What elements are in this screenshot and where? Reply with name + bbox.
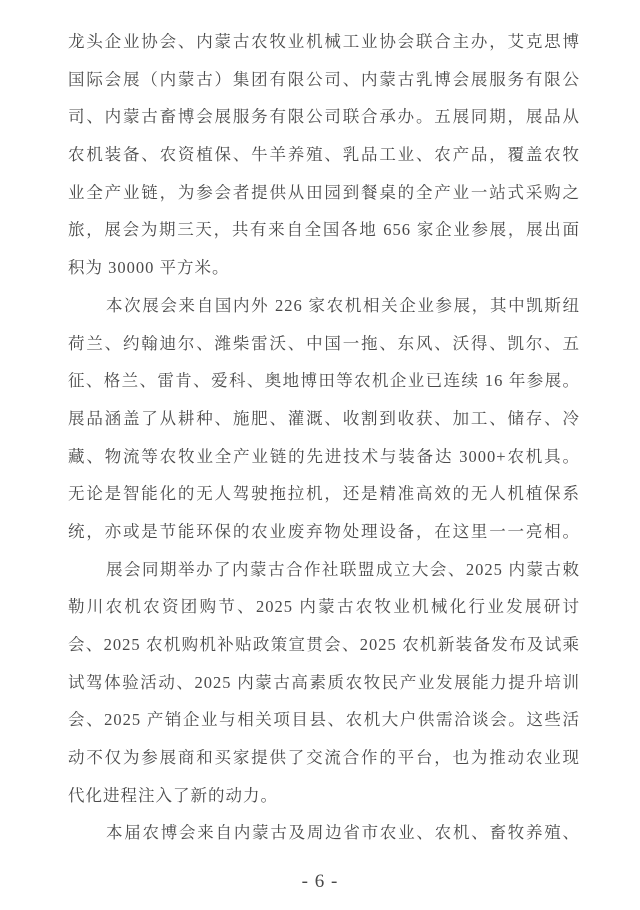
text-line: 展会同期举办了内蒙古合作社联盟成立大会、2025 内蒙古敕 xyxy=(106,559,580,579)
text-line: 会、2025 农机购机补贴政策宣贯会、2025 农机新装备发布及试乘 xyxy=(68,635,580,654)
text-line: 国际会展（内蒙古）集团有限公司、内蒙古乳博会展服务有限公 xyxy=(68,69,580,89)
text-line: 积为 30000 平方米。 xyxy=(68,258,230,278)
text-line: 本届农博会来自内蒙古及周边省市农业、农机、畜牧养殖、 xyxy=(106,823,580,843)
text-line: 业全产业链，为参会者提供从田园到餐桌的全产业一站式采购之 xyxy=(68,182,580,202)
text-line: 统，亦或是节能环保的农业废弃物处理设备，在这里一一亮相。 xyxy=(68,521,580,541)
text-line: 代化进程注入了新的动力。 xyxy=(68,785,278,805)
text-line: 勒川农机农资团购节、2025 内蒙古农牧业机械化行业发展研讨 xyxy=(68,597,580,617)
text-line: 农机装备、农资植保、牛羊养殖、乳品工业、农产品，覆盖农牧 xyxy=(68,145,580,165)
text-line: 征、格兰、雷肯、爱科、奥地博田等农机企业已连续 16 年参展。 xyxy=(68,371,580,391)
text-line: 展品涵盖了从耕种、施肥、灌溉、收割到收获、加工、储存、冷 xyxy=(68,408,580,428)
text-line: 旅，展会为期三天，共有来自全国各地 656 家企业参展，展出面 xyxy=(68,220,580,240)
text-line: 无论是智能化的无人驾驶拖拉机，还是精准高效的无人机植保系 xyxy=(68,484,580,504)
text-line: 荷兰、约翰迪尔、潍柴雷沃、中国一拖、东风、沃得、凯尔、五 xyxy=(68,333,580,353)
text-body xyxy=(68,23,580,852)
text-line: 会、2025 产销企业与相关项目县、农机大户供需洽谈会。这些活 xyxy=(68,710,580,730)
page-number: - 6 - xyxy=(301,871,339,892)
text-line: 司、内蒙古畜博会展服务有限公司联合承办。五展同期，展品从 xyxy=(68,107,580,127)
text-line: 藏、物流等农牧业全产业链的先进技术与装备达 3000+农机具。 xyxy=(68,446,580,466)
text-line: 试驾体验活动、2025 内蒙古高素质农牧民产业发展能力提升培训 xyxy=(68,672,580,692)
text-line: 本次展会来自国内外 226 家农机相关企业参展，其中凯斯纽 xyxy=(106,295,580,315)
text-line: 动不仅为参展商和买家提供了交流合作的平台，也为推动农业现 xyxy=(68,748,580,768)
text-line: 龙头企业协会、内蒙古农牧业机械工业协会联合主办，艾克思博 xyxy=(68,32,580,51)
